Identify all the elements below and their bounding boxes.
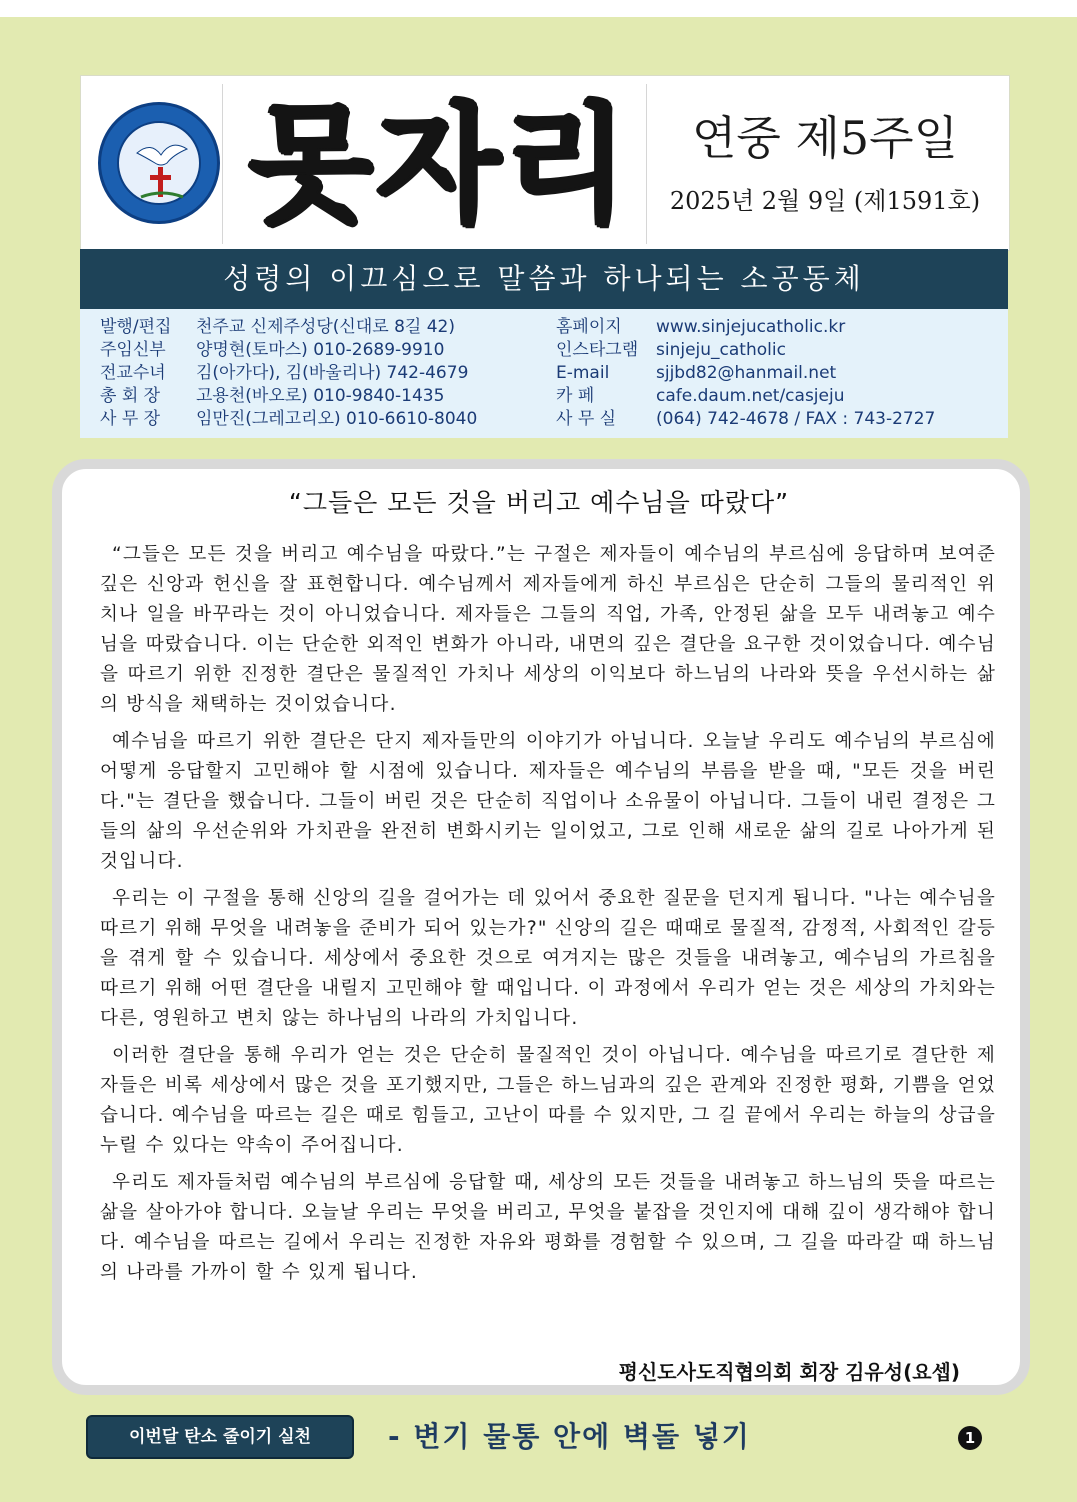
carbon-reduction-tip: - 변기 물통 안에 벽돌 넣기 [388,1420,751,1453]
info-value: 김(아가다), 김(바울리나) 742-4679 [196,363,469,383]
office-phone: (064) 742-4678 / FAX : 743-2727 [656,409,936,429]
info-key: 사 무 장 [100,409,161,429]
info-key: 홈페이지 [556,317,622,337]
info-row [556,408,935,431]
article-paragraph: 우리는 이 구절을 통해 신앙의 길을 걸어가는 데 있어서 중요한 질문을 던지게 됩니다. "나는 예수님을 따르기 위해 무엇을 내려놓을 준비가 되어 있는가?" 신앙의 길은 때때로 물질적, 감정적, 사회적인 갈등을 겪게 할 수 있습니다. 세상에서 중요한 것으로 여겨지는 많은 것들을 내려놓고, 예수님의 가르침을 따르기 위해 어떤 결단을 내릴지 고민해야 할 때입니다. 이 과정에서 우리가 얻는 것은 세상의 가치와는 다른, 영원하고 변치 않는 하나님의 나라의 가치입니다. [100,888,996,1029]
info-row [100,316,477,339]
info-key: 사 무 실 [556,409,617,429]
instagram-handle[interactable]: sinjeju_catholic [656,340,786,360]
info-key: 카 페 [556,386,595,406]
info-row [100,339,477,362]
info-value: 양명현(토마스) 010-2689-9910 [196,340,445,360]
page-number: 1 [958,1426,982,1450]
info-row [556,339,935,362]
article-paragraph: 이러한 결단을 통해 우리가 얻는 것은 단순히 물질적인 것이 아닙니다. 예수님을 따르기로 결단한 제자들은 비록 세상에서 많은 것을 포기했지만, 그들은 하느님과의 깊은 관계와 진정한 평화, 기쁨을 얻었습니다. 예수님을 따르는 길은 때로 힘들고, 고난이 따를 수 있지만, 그 길 끝에서 우리는 하늘의 상급을 누릴 수 있다는 약속이 주어집니다. [100,1045,996,1156]
cafe-link[interactable]: cafe.daum.net/casjeju [656,386,845,406]
dove-cross-icon [101,105,223,227]
info-key: 발행/편집 [100,317,172,337]
article-signature: 평신도사도직협의회 회장 김유성(요셉) [618,1360,960,1384]
info-value: 고용천(바오로) 010-9840-1435 [196,386,445,406]
info-key: E-mail [556,363,610,383]
carbon-reduction-badge: 이번달 탄소 줄이기 실천 [86,1415,354,1459]
article-title: “그들은 모든 것을 버리고 예수님을 따랐다” [288,488,790,517]
article-body [100,540,996,1295]
info-key: 주임신부 [100,340,166,360]
info-row [556,316,935,339]
email-link[interactable]: sjjbd82@hanmail.net [656,363,837,383]
info-row [100,362,477,385]
info-key: 총 회 장 [100,386,161,406]
info-key: 인스타그램 [556,340,639,360]
parish-slogan: 성령의 이끄심으로 말씀과 하나되는 소공동체 [80,249,1008,309]
info-value: 천주교 신제주성당(신대로 8길 42) [196,317,455,337]
info-row [100,385,477,408]
article-paragraph: “그들은 모든 것을 버리고 예수님을 따랐다.”는 구절은 제자들이 예수님의 부르심에 응답하며 보여준 깊은 신앙과 헌신을 잘 표현합니다. 예수님께서 제자들에게 하신 부르심은 단순히 그들의 물리적인 위치나 일을 바꾸라는 것이 아니었습니다. 제자들은 그들의 직업, 가족, 안정된 삶을 모두 내려놓고 예수님을 따랐습니다. 이는 단순한 외적인 변화가 아니라, 내면의 깊은 결단을 요구한 것이었습니다. 예수님을 따르기 위한 진정한 결단은 물질적인 가치나 세상의 이익보다 하느님의 나라와 뜻을 우선시하는 삶의 방식을 채택하는 것이었습니다. [100,544,996,715]
article-paragraph: 우리도 제자들처럼 예수님의 부르심에 응답할 때, 세상의 모든 것들을 내려놓고 하느님의 뜻을 따르는 삶을 살아가야 합니다. 오늘날 우리는 무엇을 버리고, 무엇을 붙잡을 것인지에 대해 깊이 생각해야 합니다. 예수님을 따르는 길에서 우리는 진정한 자유와 평화를 경험할 수 있으며, 그 길을 따라갈 때 하느님의 나라를 가까이 할 수 있게 됩니다. [100,1172,996,1283]
info-value: 임만진(그레고리오) 010-6610-8040 [196,409,478,429]
info-column-left [100,316,477,431]
info-row [100,408,477,431]
info-column-right [556,316,935,431]
info-row [556,385,935,408]
parish-logo [98,102,220,224]
issue-date: 2025년 2월 9일 (제1591호) [669,187,981,215]
liturgical-sunday: 연중 제5주일 [691,111,959,165]
newsletter-title: 못자리 [248,90,632,240]
info-key: 전교수녀 [100,363,166,383]
article-paragraph: 예수님을 따르기 위한 결단은 단지 제자들만의 이야기가 아닙니다. 오늘날 우리도 예수님의 부르심에 어떻게 응답할지 고민해야 할 시점에 있습니다. 제자들은 예수님의 부름을 받을 때, "모든 것을 버린다."는 결단을 했습니다. 그들이 버린 것은 단순히 직업이나 소유물이 아닙니다. 그들이 내린 결정은 그들의 삶의 우선순위와 가치관을 완전히 변화시키는 일이었고, 그로 인해 새로운 삶의 길로 나아가게 된 것입니다. [100,731,996,872]
masthead-divider-right [646,84,647,244]
info-row [556,362,935,385]
homepage-link[interactable]: www.sinjejucatholic.kr [656,317,846,337]
masthead-divider-left [222,84,223,244]
